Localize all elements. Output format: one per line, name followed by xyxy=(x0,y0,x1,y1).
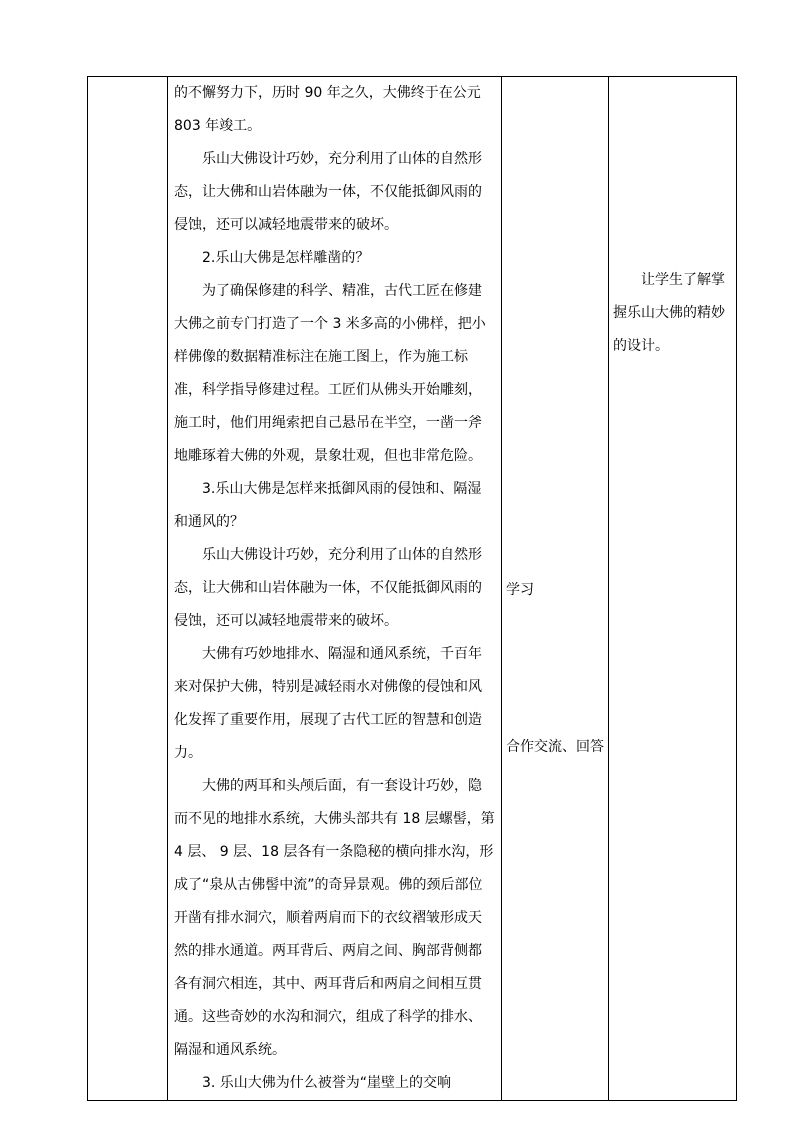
activity-cell xyxy=(502,77,609,1101)
intent-text: 让学生了解掌握乐山大佛的精妙的设计。 xyxy=(613,272,725,354)
activity-discuss: 合作交流、回答 xyxy=(506,739,604,755)
content-cell xyxy=(168,77,502,1101)
question-2: 2.乐山大佛是怎样雕凿的？ xyxy=(202,250,370,266)
paragraph-2: 乐山大佛设计巧妙，充分利用了山体的自然形态，让大佛和山岩体融为一体，不仅能抵御风雨的侵蚀，还可以减轻地震带来的破坏。 xyxy=(174,151,482,233)
paragraph-5: 大佛有巧妙地排水、隔湿和通风系统，千百年来对保护大佛，特别是减轻雨水对佛像的侵蚀和风化发挥了重要作用，展现了古代工匠的智慧和创造力。 xyxy=(174,646,482,761)
paragraph-1: 的不懈努力下，历时 90 年之久，大佛终于在公元 803 年竣工。 xyxy=(174,85,481,134)
question-4: 3. 乐山大佛为什么被誉为“崖壁上的交响 xyxy=(202,1075,452,1091)
stage-cell xyxy=(88,77,168,1101)
intent-cell xyxy=(609,77,737,1101)
activity-study: 学习 xyxy=(506,582,534,598)
table-row xyxy=(88,77,737,1101)
paragraph-4: 乐山大佛设计巧妙，充分利用了山体的自然形态，让大佛和山岩体融为一体，不仅能抵御风雨的侵蚀，还可以减轻地震带来的破坏。 xyxy=(174,547,482,629)
lesson-table xyxy=(87,76,737,1101)
question-3: 3.乐山大佛是怎样来抵御风雨的侵蚀和、隔湿和通风的？ xyxy=(174,481,482,530)
paragraph-3: 为了确保修建的科学、精准，古代工匠在修建大佛之前专门打造了一个 3 米多高的小佛样，把小样佛像的数据精准标注在施工图上，作为施工标准，科学指导修建过程。工匠们从佛头开始雕刻，施工时，他们用绳索把自己悬吊在半空，一凿一斧地雕琢着大佛的外观，景象壮观，但也非常危险。 xyxy=(174,283,486,464)
paragraph-6: 大佛的两耳和头颅后面，有一套设计巧妙，隐而不见的地排水系统，大佛头部共有 18 层螺髻，第 4 层、 9 层、18 层各有一条隐秘的横向排水沟，形成了“泉从古佛髻中流”的奇异景观。佛的颈后部位开凿有排水洞穴，顺着两肩而下的衣纹褶皱形成天然的排水通道。两耳背后、两肩之间、胸部背侧都各有洞穴相连，其中、两耳背后和两肩之间相互贯通。这些奇妙的水沟和洞穴，组成了科学的排水、隔湿和通风系统。 xyxy=(174,778,495,1058)
